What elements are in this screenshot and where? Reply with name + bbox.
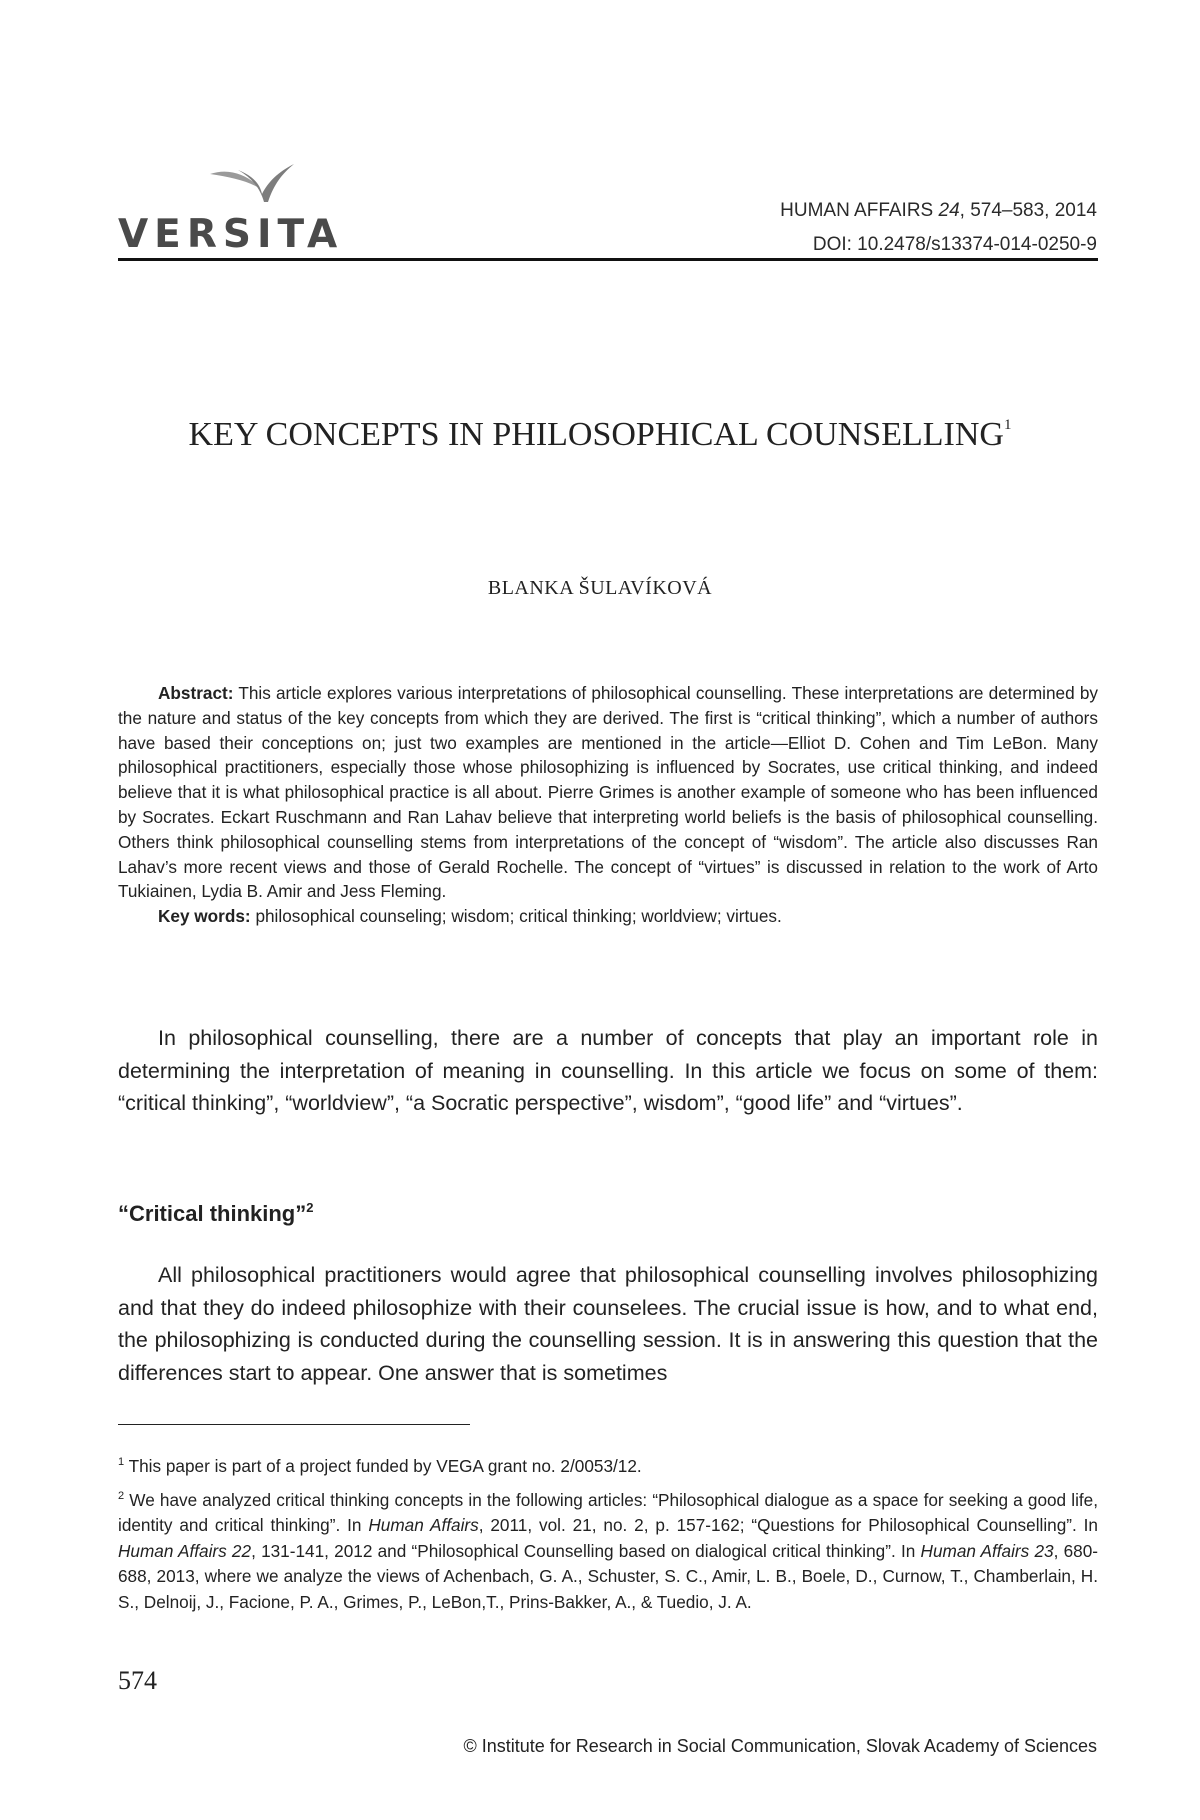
footnote-2-mark: 2 bbox=[118, 1489, 125, 1502]
journal-citation bbox=[780, 194, 1097, 228]
intro-paragraph: In philosophical counselling, there are a number of concepts that play an important role in determining the interpretation of meaning in counselling. In this article we focus on some of them: “critical thinking”, “worldview”, “a Socratic perspective”, wisdom”, “good life” and “virtues”. bbox=[118, 1026, 1098, 1115]
journal-pages: , 574–583, 2014 bbox=[959, 200, 1097, 221]
section-heading bbox=[118, 1200, 313, 1227]
footnote-2 bbox=[118, 1484, 1098, 1616]
footnote-1 bbox=[118, 1450, 1098, 1480]
section-heading-text: “Critical thinking” bbox=[118, 1201, 307, 1226]
footnote-2-journal-1: Human Affairs bbox=[368, 1515, 479, 1535]
footnotes bbox=[118, 1450, 1098, 1619]
section-paragraph: All philosophical practitioners would agree that philosophical counselling involves philosophizing and that they do indeed philosophize with their counselees. The crucial issue is how, and to what end, the philosophizing is conducted during the counselling session. It is in answering this question that the differences start to appear. One answer that is sometimes bbox=[118, 1263, 1098, 1385]
header-rule bbox=[118, 258, 1098, 261]
title-footnote-mark[interactable]: 1 bbox=[1003, 417, 1012, 433]
versita-logo bbox=[118, 160, 344, 257]
article-title bbox=[0, 416, 1200, 454]
abstract-label: Abstract: bbox=[158, 683, 234, 703]
doi: DOI: 10.2478/s13374-014-0250-9 bbox=[812, 234, 1097, 255]
abstract-paragraph bbox=[118, 681, 1098, 904]
section-body bbox=[118, 1259, 1098, 1389]
journal-name: HUMAN AFFAIRS bbox=[780, 200, 934, 221]
journal-volume: 24 bbox=[938, 200, 960, 221]
keywords-text: philosophical counseling; wisdom; critical thinking; worldview; virtues. bbox=[255, 906, 782, 927]
footnote-2-text-4: , 680-688, 2013, where we analyze the views of Achenbach, G. A., Schuster, S. C., Amir, L. B., Boele, D., Curnow, T., Chamberlain, H. S., Delnoij, J., Facione, P. A., Grimes, P., LeBon,T., Prins-Bakker, A., & Tuedio, J. A. bbox=[118, 1540, 1099, 1612]
keywords-label: Key words: bbox=[158, 906, 251, 927]
intro-section bbox=[118, 1022, 1098, 1120]
logo-text: VERSITA bbox=[118, 212, 344, 257]
footnote-rule bbox=[118, 1424, 470, 1425]
page-number: 574 bbox=[118, 1666, 157, 1695]
journal-info bbox=[780, 194, 1097, 262]
copyright-notice: © Institute for Research in Social Communication, Slovak Academy of Sciences bbox=[463, 1736, 1097, 1756]
footnote-1-text: This paper is part of a project funded by VEGA grant no. 2/0053/12. bbox=[128, 1456, 642, 1476]
footnote-2-text-1: We have analyzed critical thinking concepts in the following articles: “Philosophical dialogue as a space for seeking a good life, identity and critical thinking”. In bbox=[118, 1489, 1099, 1535]
footnote-2-text-3: , 131-141, 2012 and “Philosophical Counselling based on dialogical critical thinking”. In bbox=[251, 1540, 921, 1561]
abstract-text: This article explores various interpretations of philosophical counselling. These interpretations are determined by the nature and status of the key concepts from which they are derived. The first is “critical thinking”, which a number of authors have based their conceptions on; just two examples are mentioned in the article—Elliot D. Cohen and Tim LeBon. Many philosophical practitioners, especially those whose philosophizing is influenced by Socrates, use critical thinking, and indeed believe that it is what philosophical practice is all about. Pierre Grimes is another example of someone who has been influenced by Socrates. Eckart Ruschmann and Ran Lahav believe that interpreting world beliefs is the basis of philosophical counselling. Others think philosophical counselling stems from interpretations of the concept of “wisdom”. The article also discusses Ran Lahav’s more recent views and those of Gerald Rochelle. The concept of “virtues” is discussed in relation to the work of Arto Tukiainen, Lydia B. Amir and Jess Fleming. bbox=[118, 683, 1098, 902]
keywords-paragraph bbox=[118, 904, 1098, 929]
bird-swoosh-icon bbox=[118, 160, 333, 220]
title-text: KEY CONCEPTS IN PHILOSOPHICAL COUNSELLING bbox=[188, 416, 1004, 453]
author-name: BLANKA ŠULAVÍKOVÁ bbox=[487, 577, 713, 599]
section-footnote-mark[interactable]: 2 bbox=[306, 1200, 314, 1215]
abstract bbox=[118, 681, 1098, 929]
footnote-1-mark: 1 bbox=[118, 1456, 125, 1468]
footnote-2-text-2: , 2011, vol. 21, no. 2, p. 157-162; “Questions for Philosophical Counselling”. In bbox=[478, 1515, 1098, 1535]
footnote-2-journal-2: Human Affairs 22 bbox=[118, 1540, 252, 1561]
footnote-2-journal-3: Human Affairs 23 bbox=[920, 1540, 1054, 1561]
